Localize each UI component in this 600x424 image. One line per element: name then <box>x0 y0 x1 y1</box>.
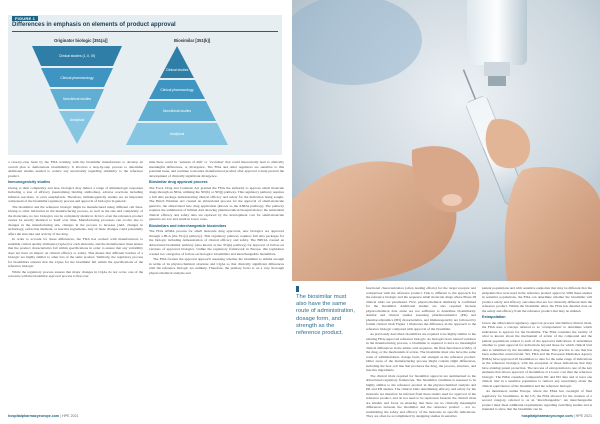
biosimilar-label-analytical: Analytical <box>169 132 185 136</box>
section-heading-approval-process: Biosimilar drug approval process <box>149 180 208 184</box>
footer-left-issue: HPE 2021 <box>62 414 79 418</box>
section-heading-extrapolation: Extrapolation <box>482 315 506 319</box>
biosimilar-label-nonclinical: Nonclinical studies <box>162 109 192 113</box>
footer-left-site[interactable]: hospitalpharmacyeurope.com <box>8 414 60 418</box>
section-heading-interchangeable: Biosimilars and interchangeable biosimilars <box>149 223 227 228</box>
biosimilar-label-pharmacology: Clinical pharmacology <box>160 88 194 92</box>
text-column-1 <box>8 160 143 280</box>
paragraph: Owing to their complexity and size, biologics may induce a range of immunologic responses including a loss of efficacy (neutralizing binding antibodies), adverse reactions including infusion reactions, or even anaphylaxis. Therefore, immunogenicity studies are an important component of the biosimilar regulatory process and approval of biologics in general. <box>8 185 143 204</box>
biosimilar-segment-clinical <box>160 46 194 78</box>
paragraph: The clinical trials required for biosimilar approval are summarized as the abbreviated regulatory framework. The biosimilar candidate is assessed to be highly similar to the reference product in the physicochemical analysis and PK and PD studies. The clinical trials determining efficacy and safety for the molecule are therefore be inferred from these results used for approval of the reference product, and do not need to be replicated. Instead, the clinical trials are smaller and focus on ensuring that there are no clinically meaningful differences between the biosimilar and the reference product – not re-establishing the safety and efficacy of the molecule in specific indications. They are often be accomplished by designing studies in sensitive <box>366 373 476 418</box>
text-column-2 <box>149 160 284 276</box>
paragraph: In order to account for these differences, the FDA has worked with manufacturers to establish critical quality attributes (CQAs) for each molecule, and the manufacturer must ensure that the product characteristics fall within specifications in order to ensure that any variability does not have an impact on clinical efficacy or safety. This means that different batches of a biologic are highly similar to other lots of the same product. Similarly, the regulatory process for biosimilars ensures that the CQAs for the biosimilar fall within the specifications of the reference biologic. <box>8 237 143 269</box>
biosimilar-label: Biosimilar [351(k)] <box>174 38 211 43</box>
footer-right-issue: HPE 2021 <box>575 414 592 418</box>
paragraph: time there could be ‘patterns of drift’ or ‘evolution’ that could theoretically lead to clinically meaningful differences, or divergence. The FDA and other regulators are sensitive to this potential issue, and continue to monitor manufactured product after approval to help prevent the development of clinically significant divergence. <box>149 160 284 178</box>
text-column-3 <box>366 286 476 420</box>
originator-segment-analytical <box>59 111 95 144</box>
syringe-vial-photo <box>292 0 600 281</box>
paragraph: functional characterization (often leading efforts) for the target receptor and comparison with the reference product. This is different to the approach for the reference biologic and the sequence small molecule drugs where Phase III clinical trials are paramount. First, physicochemical similarity is confirmed for the biosimilar. Additional studies are also required because physicochemical data alone are not sufficient to determine biosimilarity. Animal and clinical studies assessing pharmacokinetics (PK) and pharmacodynamics (PD) characteristics, and immunogenicity are followed by formal clinical trials Figure 1 illustrates the difference in the approach to the reference biologic compared with approval of the biosimilar. <box>366 286 476 331</box>
biosimilar-label-clinical: Clinical studies <box>165 68 189 72</box>
footer-left: hospitalpharmacyeurope.com | HPE 2021 <box>8 414 79 418</box>
originator-label-pharmacology: Clinical pharmacology <box>60 76 94 80</box>
figure-tag: FIGURE 1 <box>12 16 38 21</box>
originator-label-nonclinical: Nonclinical studies <box>62 97 92 101</box>
paragraph: The Food, Drug and Cosmetic Act granted the FDA the authority to approve small molecule drugs through an NDA, utilizing the 505(b) or 505(j) pathway. This regulatory pathway requires a full data package demonstrating clinical efficacy and safety for the indication being sought. The Hatch Waxman Act created an abbreviated process for the approval of small-molecule generics, the abbreviated new drug application (known as the ANDA pathway). The pathway requires the submission of limited data showing pharmaceutical bioequivalence; the substantial clinical efficacy and safety data are replaced by the development cost for small-molecule generics are low and result in lower costs. <box>149 185 284 222</box>
originator-label-clinical: Clinical studies (1, II, III) <box>58 54 96 58</box>
footer-right-site[interactable]: hospitalpharmacyeurope.com <box>521 414 573 418</box>
paragraph: As previously described, biosimilars are required to be highly similar to the existing FDA-approved reference biologic. As biologics have natural variation in the manufacturing process, a biosimilar is required to have no meaningful clinical differences in the amino acid sequence, the final functional activity of the drug, or the mechanism of action. The biosimilar must also have the same route of administration, dosage form, and strength as the reference product. Other areas of the manufacturing process might contain slight differences, including the host cell line that produces the drug, the process, structure, and inactive ingredients. <box>366 332 476 372</box>
paragraph: While the regulatory process assures that major changes in CQAs do not occur, one of the concerns with the biosimilar approval process is that over <box>8 269 143 279</box>
originator-label-analytical: Analytical <box>69 118 85 122</box>
figure-panel <box>8 15 282 155</box>
paragraph: The FDA focuses the approval approach assessing whether the biosimilar is similar enough in terms of its physicochemical structure and CQAs so that clinically significant differences with the reference biologic are unlikely. Therefore, the primary focus is on a very thorough physicochemical analysis and <box>149 257 284 275</box>
paragraph: patient populations and with sensitive endpoints that may be different that the endpoints that were used in the reference product approval. With these studies in sensitive populations, the FDA can determine whether the biosimilar will produce safety and efficacy outcomes that are not clinically different than the reference product. Within the biosimilar label, the FDA has detailed data on the safety and efficacy from the reference product that may be utilized. <box>482 286 592 313</box>
pull-quote-bar <box>296 286 299 292</box>
footer-right: hospitalpharmacyeurope.com | HPE 2021 <box>521 414 592 418</box>
figure-diagram <box>8 15 282 155</box>
paragraph: The biosimilar and the reference biologic might be manufactured using different cell lines. Owing to other intricacies in the manufacturing process, as well as the size and complexity of the molecules, no two biologics can be completely identical. In fact, even the reference product cannot be exactly identical to itself over time. Manufacturing processes can evolve due to changes in the manufacturing site, changes in the process to increase yield, changes in technology, extraction methods, or inactive ingredients. Any of these changes could potentially affect the structure and activity of the drug. <box>8 204 143 236</box>
paragraph: a case-by-case basis by the FDA working with the biosimilar manufacturer to develop an overall plan to demonstrate biosimilarity. It involves a step-by-step process to determine additional studies needed to reduce any uncertainty regarding similarity to the reference product. <box>8 160 143 178</box>
paragraph: The FDA ANDA process for small molecule drug approvals, new biologics are approved through a BLA (the 351(a) pathway). This regulatory pathway requires full data packages for the biologic including demonstration of clinical efficacy and safety. The BPCIA created an abbreviated biosimilar pathway (also known as the 351(k) pathway) for approval of follow-on versions of approved biologics. Unlike the regulatory framework in Europe, this legislation created two categories of follow-on biologics: biosimilars and interchangeable biosimilars. <box>149 229 284 256</box>
figure-title: Differences in emphasis on elements of product approval <box>12 22 176 28</box>
text-column-4 <box>482 286 592 413</box>
originator-label: Originator biologic [351(a)] <box>54 38 108 43</box>
photo-illustration <box>292 0 600 281</box>
pull-quote-text: The biosimilar must also have the same route of administration, dosage form, and strength as the reference product. <box>296 294 355 337</box>
section-heading-immunogenicity: Immunogenicity studies <box>8 180 51 184</box>
paragraph: Given the abbreviated regulatory approval process and limited clinical trials, the FDA uses a concept referred to as ‘extrapolation’ to determine which indications to approve for the biosimilar. The FDA considers the totality of what is known about the mechanism of action of the compound and the patient populations related to each of the approved indications. It determines whether to grant approval for indications beyond those for which clinical trial data is submitted by the biosimilar drug maker. This practice is one that has been somewhat controversial. Yet, FDA and the European Medicines Agency (EMA) have approved all biosimilars to date for the same range of indications as the reference biologics, with the exception of those indications that may have existing patent protection. The process of extrapolation is one of the key elements that allows approval of biosimilars at a lower cost than the reference biologic. The EMA considers comparative PK and PD data and at least one clinical trial in a sensitive population to remove any uncertainty about the clinical equivalence of the biosimilar and the reference biologic. <box>482 320 592 388</box>
pull-quote <box>296 286 358 337</box>
paragraph: As mentioned, unlike Europe, where the EMA has oversight of final regulatory for biosimilars, in the US, the FDA allowed for the creation of a second category, referred to as an ‘interchangeable’. An interchangeable product must meet additional requirements regarding switching studies and is intended to show that the biosimilar can be <box>482 389 592 412</box>
